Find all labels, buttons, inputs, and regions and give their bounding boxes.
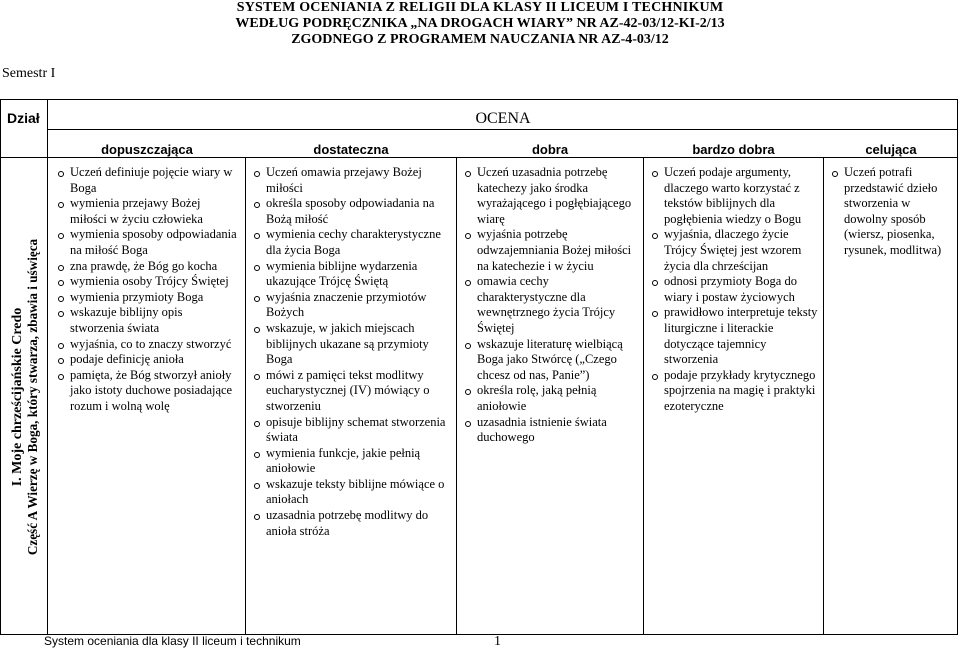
footer-text: System oceniania dla klasy II liceum i technikum <box>44 634 301 648</box>
criterion-item: wyjaśnia, dlaczego życie Trójcy Świętej jest wzorem życia dla chrześcijan <box>664 227 818 274</box>
criterion-item: wyjaśnia znaczenie przymiotów Bożych <box>266 290 448 321</box>
criterion-item: Uczeń uzasadnia potrzebę katechezy jako środka wyrażającego i pogłębiającego wiarę <box>477 165 637 227</box>
criterion-item: Uczeń definiuje pojęcie wiary w Boga <box>70 165 239 196</box>
criterion-item: wymienia przejawy Bożej miłości w życiu człowieka <box>70 196 239 227</box>
criterion-item: prawidłowo interpretuje teksty liturgiczne i literackie dotyczące tajemnicy stworzenia <box>664 305 818 367</box>
criterion-item: Uczeń podaje argumenty, dlaczego warto korzystać z tekstów biblijnych dla pogłębienia wiedzy o Bogu <box>664 165 818 227</box>
table-divider <box>1 157 958 158</box>
column-dostateczna <box>252 165 448 539</box>
grade-header: celująca <box>865 142 917 157</box>
page-number: 1 <box>494 634 501 649</box>
grade-header: bardzo dobra <box>692 142 775 157</box>
table-divider <box>48 129 958 130</box>
criterion-item: pamięta, że Bóg stworzył anioły jako istoty duchowe posiadające rozum i wolną wolę <box>70 368 239 415</box>
criterion-item: omawia cechy charakterystyczne dla wewnętrznego życia Trójcy Świętej <box>477 274 637 336</box>
criterion-item: wskazuje biblijny opis stworzenia świata <box>70 305 239 336</box>
semester-label: Semestr I <box>2 66 56 81</box>
criterion-item: podaje definicję anioła <box>70 352 239 368</box>
section-title: I. Moje chrześcijańskie Credo <box>9 307 25 486</box>
header-line-3: ZGODNEGO Z PROGRAMEM NAUCZANIA NR AZ-4-03/12 <box>291 32 669 47</box>
column-dopuszczajaca <box>56 165 239 415</box>
grade-header: dostateczna <box>313 142 389 157</box>
ocena-header: OCENA <box>475 110 531 127</box>
criterion-item: określa sposoby odpowiadania na Bożą miłość <box>266 196 448 227</box>
criterion-item: określa rolę, jaką pełnią aniołowie <box>477 383 637 414</box>
column-bardzo-dobra <box>650 165 818 415</box>
header-line-1: SYSTEM OCENIANIA Z RELIGII DLA KLASY II LICEUM I TECHNIKUM <box>236 0 724 15</box>
criterion-item: Uczeń potrafi przedstawić dzieło stworzenia w dowolny sposób (wiersz, piosenka, rysunek, modlitwa) <box>844 165 954 259</box>
dzial-header: Dział <box>7 110 40 126</box>
criterion-item: opisuje biblijny schemat stworzenia świata <box>266 415 448 446</box>
criterion-item: zna prawdę, że Bóg go kocha <box>70 259 239 275</box>
section-subtitle: Część A Wierzę w Boga, który stwarza, zbawia i uświęca <box>24 238 40 555</box>
criterion-item: wymienia biblijne wydarzenia ukazujące Trójcę Świętą <box>266 259 448 290</box>
grading-table <box>0 99 958 635</box>
table-divider <box>643 158 644 635</box>
grade-header: dobra <box>531 142 569 157</box>
section-label-cell <box>1 158 48 635</box>
criterion-item: uzasadnia istnienie świata duchowego <box>477 415 637 446</box>
table-divider <box>245 158 246 635</box>
table-divider <box>456 158 457 635</box>
criterion-item: wymienia funkcje, jakie pełnią aniołowie <box>266 446 448 477</box>
criterion-item: wskazuje teksty biblijne mówiące o aniołach <box>266 477 448 508</box>
column-celujaca <box>830 165 954 259</box>
criterion-item: Uczeń omawia przejawy Bożej miłości <box>266 165 448 196</box>
document-header <box>0 0 960 48</box>
criterion-item: mówi z pamięci tekst modlitwy eucharystycznej (IV) mówiący o stworzeniu <box>266 368 448 415</box>
criterion-item: wymienia cechy charakterystyczne dla życia Boga <box>266 227 448 258</box>
header-line-2: WEDŁUG PODRĘCZNIKA „NA DROGACH WIARY” NR AZ-42-03/12-KI-2/13 <box>235 16 725 31</box>
criterion-item: wymienia osoby Trójcy Świętej <box>70 274 239 290</box>
criterion-item: wskazuje, w jakich miejscach biblijnych ukazane są przymioty Boga <box>266 321 448 368</box>
grade-header: dopuszczająca <box>101 142 193 157</box>
table-divider <box>823 158 824 635</box>
column-dobra <box>463 165 637 446</box>
criterion-item: wymienia sposoby odpowiadania na miłość Boga <box>70 227 239 258</box>
criterion-item: wskazuje literaturę wielbiącą Boga jako Stwórcę („Czego chcesz od nas, Panie”) <box>477 337 637 384</box>
criterion-item: odnosi przymioty Boga do wiary i postaw życiowych <box>664 274 818 305</box>
criterion-item: wymienia przymioty Boga <box>70 290 239 306</box>
criterion-item: wyjaśnia potrzebę odwzajemniania Bożej miłości na katechezie i w życiu <box>477 227 637 274</box>
criterion-item: uzasadnia potrzebę modlitwy do anioła stróża <box>266 508 448 539</box>
criterion-item: podaje przykłady krytycznego spojrzenia na magię i praktyki ezoteryczne <box>664 368 818 415</box>
criterion-item: wyjaśnia, co to znaczy stworzyć <box>70 337 239 353</box>
